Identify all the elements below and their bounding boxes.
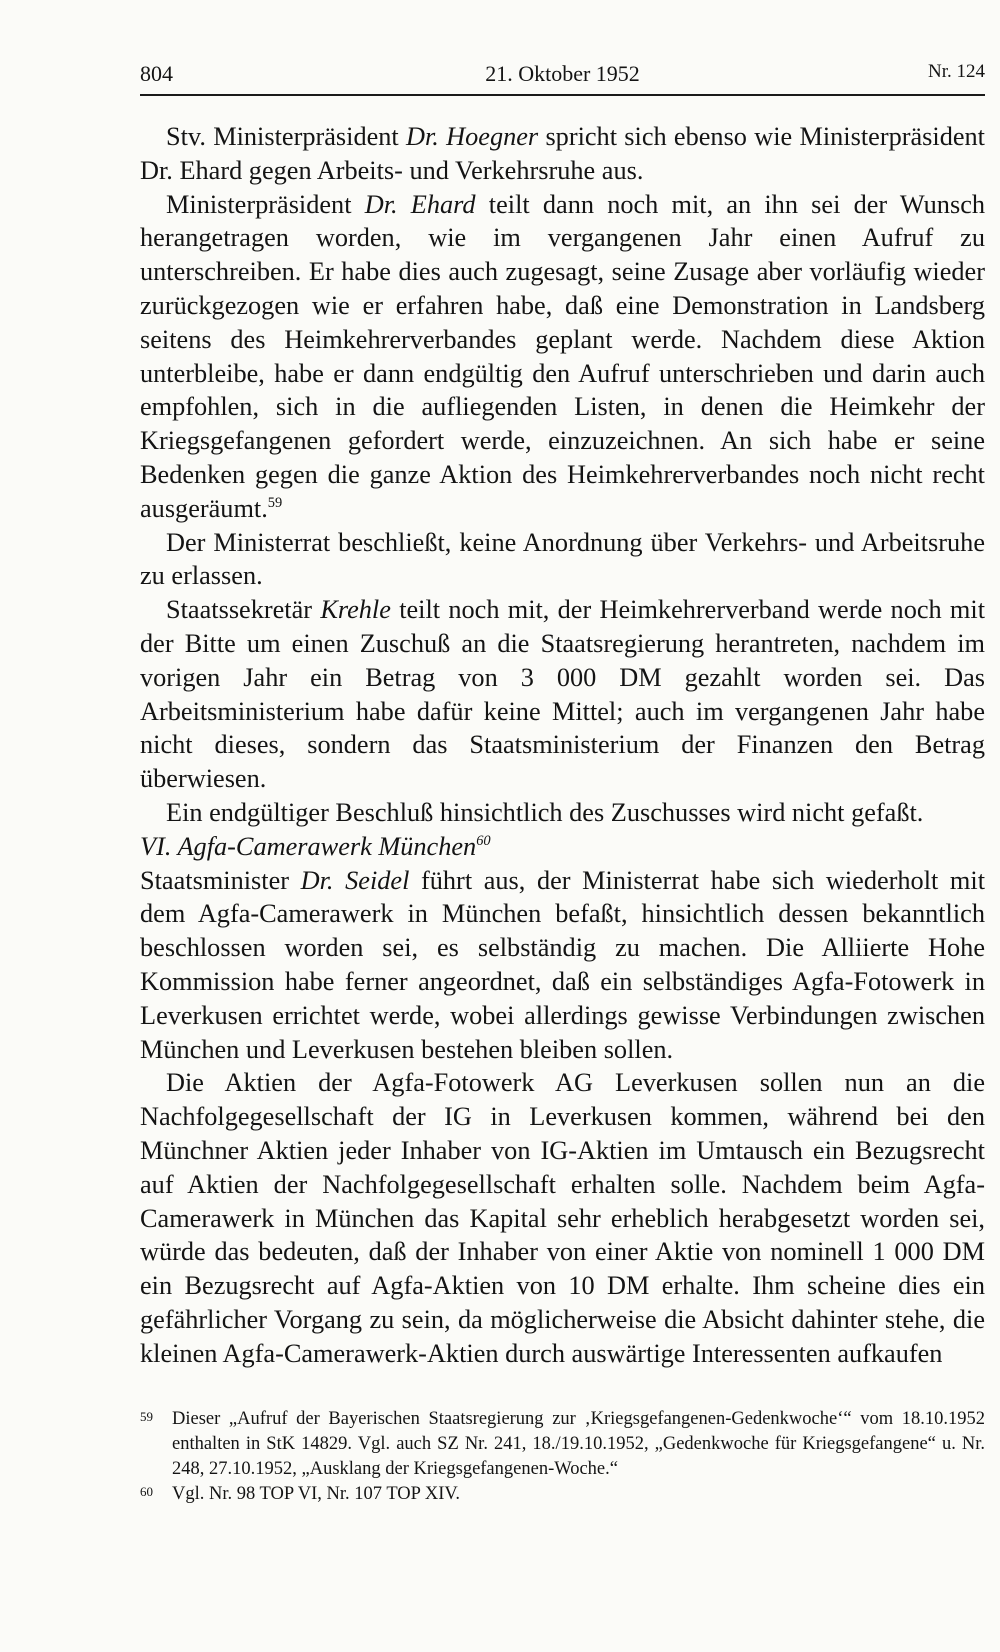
footnote-number: 60 [140,1484,153,1499]
paragraph [140,1066,985,1370]
main-text [140,120,985,1370]
footnote-ref: 59 [267,495,283,511]
text-run: führt aus, der Ministerrat habe sich wiederholt mit dem Agfa-Camerawerk in München befaßt, hinsichtlich dessen bekanntlich beschlossen worden sei, es selbständig zu machen. Die Alliierte Hohe Kommission habe ferner angeordnet, daß ein selbständiges Agfa-Fotowerk in Leverkusen errichtet werde, wobei allerdings gewisse Verbindungen zwischen München und Leverkusen bestehen bleiben sollen. [140,865,986,1064]
footnotes [140,1407,985,1507]
text-run: Der Ministerrat beschließt, keine Anordnung über Verkehrs- und Arbeitsruhe zu erlassen. [140,527,985,591]
paragraph [140,796,985,830]
text-run: Staatssekretär [166,595,321,625]
text-run: Ein endgültiger Beschluß hinsichtlich des Zuschusses wird nicht gefaßt. [166,797,924,827]
header-date: 21. Oktober 1952 [485,61,640,86]
page-number: 804 [140,61,173,86]
text-run: teilt noch mit, der Heimkehrerverband werde noch mit der Bitte um einen Zuschuß an die Staatsregierung herantreten, nachdem im vorigen Jahr ein Betrag von 3 000 DM gezahlt worden sei. Das Arbeitsministerium habe dafür keine Mittel; auch im vergangenen Jahr habe nicht dieses, sondern das Staatsministerium der Finanzen den Betrag überwiesen. [140,595,985,794]
text-run: Stv. Ministerpräsident [166,122,406,151]
paragraph [140,864,985,1067]
speaker-name: Dr. Hoegner [406,122,539,151]
footnote-text: Vgl. Nr. 98 TOP VI, Nr. 107 TOP XIV. [172,1484,460,1504]
paragraph [140,188,985,526]
text-run: Ministerpräsident [166,189,365,219]
footnote-text: Dieser „Aufruf der Bayerischen Staatsregierung zur ‚Kriegsgefangenen-Gedenkwoche‘“ vom 18.10.1952 enthalten in StK 14829. Vgl. auch SZ Nr. 241, 18./19.10.1952, „Gedenkwoche für Kriegsgefangene“ u. Nr. 248, 27.10.1952, „Ausklang der Kriegsgefangenen-Woche.“ [172,1409,985,1479]
speaker-name: Dr. Ehard [364,189,476,219]
running-header [140,58,985,96]
text-run: spricht sich ebenso wie Ministerpräsident Dr. Ehard gegen Arbeits- und Verkehrsruhe aus. [140,122,985,185]
speaker-name: Krehle [320,595,391,625]
text-run: Die Aktien der Agfa-Fotowerk AG Leverkusen sollen nun an die Nachfolgegesellschaft der IG in Leverkusen kommen, während bei den Münchner Aktien jeder Inhaber von IG-Aktien im Umtausch ein Bezugsrecht auf Aktien der Nachfolgegesellschaft erhalten solle. Nachdem beim Agfa-Camerawerk in München das Kapital sehr erheblich herabgesetzt worden sei, würde das bedeuten, daß der Inhaber von einer Aktie von nominell 1 000 DM ein Bezugsrecht auf Agfa-Aktien von 10 DM erhalte. Ihm scheine dies ein gefährlicher Vorgang zu sein, da möglicherweise die Absicht dahinter stehe, die kleinen Agfa-Camerawerk-Aktien durch auswärtige Interessenten aufkaufen [140,1068,985,1368]
paragraph [140,526,985,594]
heading-text: VI. Agfa-Camerawerk München [140,831,477,861]
speaker-name: Dr. Seidel [300,865,410,895]
text-run: teilt dann noch mit, an ihn sei der Wunsch herangetragen worden, wie im vergangenen Jahr einen Aufruf zu unterschreiben. Er habe dies auch zugesagt, seine Zusage aber vorläufig wieder zurückgezogen wie er erfahren habe, daß eine Demonstration in Landsberg seitens des Heimkehrerverbandes geplant werde. Nachdem diese Aktion unterbleibe, habe er dann endgültig den Aufruf unterschrieben und darin auch empfohlen, sich in die aufliegenden Listen, in denen die Heimkehr der Kriegsgefangenen gefordert werde, einzuzeichnen. An sich habe er seine Bedenken gegen die ganze Aktion des Heimkehrerverbandes noch nicht recht ausgeräumt. [140,189,986,523]
paragraph [140,593,985,796]
footnote-number: 59 [140,1409,153,1424]
footnote-ref: 60 [476,832,491,849]
paragraph [140,120,985,188]
issue-number: Nr. 124 [928,61,985,82]
footnote [140,1407,985,1482]
footnote [140,1482,985,1507]
text-run: Staatsminister [140,865,301,895]
section-heading [140,830,985,864]
